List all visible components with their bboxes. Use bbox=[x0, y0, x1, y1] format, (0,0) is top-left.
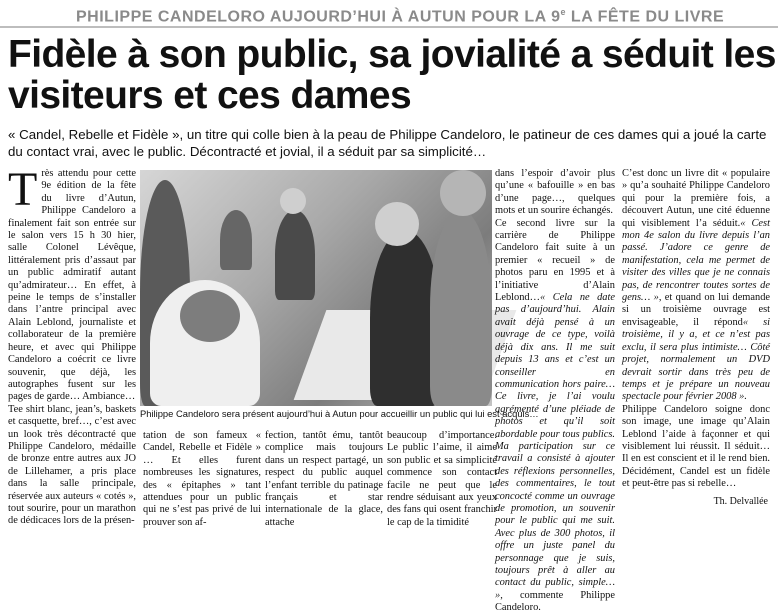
col6-text-1: C’est donc un livre dit « populaire » qu’a souhaité Philippe Candeloro qui pour la première fois, a découvert Autun, une cité éduenne qui visiblement l’a séduit. bbox=[622, 168, 770, 229]
paragraph bbox=[8, 163, 136, 404]
col1-text-1: rès attendu pour cette 9e édition de la fête du livre d’Autun, Philippe Candeloro a finalement fait son entrée sur le salon vers 15 h 30 hier, salle Colonel Lévêque, littéralement pris d’assaut par un public admiratif autant qu’admirateur… En effet, à peine le temps de s’installer dans l’antre principal avec Alain Leblond, journaliste et collaborateur de la première heure, et avec qui Philippe Candeloro a coécrit ce livre souvenir, que déjà, les autographes fusent sur les pages de garde… Ambiance… bbox=[8, 168, 136, 403]
kicker-text-b: LA FÊTE DU LIVRE bbox=[565, 8, 725, 26]
col5-quote: « Cela ne date pas d’aujourd’hui. Alain avait déjà pensé à un ouvrage de ce type, voilà déjà dix ans. Il me suit depuis 13 ans et c’est un conseiller en communication hors paire… Ce livre, je l’ai voulu agrémenté d’une pléiade de photos et qu’il soit abordable pour tous publics. Ma participation sur ce travail a consisté à ajouter des réflexions personnelles, des commentaires, le tout concocté comme un ouvrage de promotion, un souvenir pour le public qui me suit. Avec plus de 300 photos, il offre un juste panel du personnage que je suis, toujours prêt à aller au contact du public, simple… » bbox=[495, 292, 615, 601]
kicker-bar bbox=[0, 2, 778, 28]
kicker-text-a: PHILIPPE CANDELORO AUJOURD’HUI À AUTUN POUR LA 9 bbox=[76, 8, 561, 26]
article-column-5 bbox=[495, 168, 615, 614]
paragraph bbox=[495, 218, 615, 615]
col6-quote-1: « Cest mon 4e salon du livre depuis l’an passé. J’adore ce genre de manifestation, cela me permet de visiter des villes que je ne connais pas, de rencontrer toutes sortes de gens… » bbox=[622, 217, 770, 304]
byline: Th. Delvallée bbox=[713, 496, 768, 507]
photo-caption: Philippe Candeloro sera présent aujourd’hui à Autun pour accueillir un public qui lui est acquis… bbox=[140, 408, 539, 419]
article-column-1 bbox=[8, 163, 136, 527]
kicker-sup: e bbox=[560, 7, 566, 17]
col5-text-1: dans l’espoir d’avoir plus qu’une « bafouille » en bas d’une page…, quelques mots et un sourire échangés. bbox=[495, 168, 615, 217]
headline: Fidèle à son public, sa jovialité a séduit les visiteurs et ces dames bbox=[8, 33, 776, 117]
col5-text-2: Ce second livre sur la carrière de Philippe Candeloro fait suite à un premier « recueil » de photos paru en 1995 et à l’initiative d’Alain Leblond… bbox=[495, 217, 615, 304]
kicker-text bbox=[76, 7, 724, 26]
col2-text: tation de son fameux « Candel, Rebelle et Fidèle » … Et elles furent nombreuses les signatures, des « épitaphes » tant attendues pour un public qui ne s’est pas privé de lui prouver son af- bbox=[143, 430, 261, 528]
col4-text: beaucoup d’importance. Le public l’aime, il aime son public et sa simplicité commence son contact facile ne peut que le rendre séduisant aux yeux des fans qui osent franchir le cap de la timidité bbox=[387, 430, 497, 528]
paragraph bbox=[622, 168, 770, 404]
drop-cap: T bbox=[8, 163, 38, 216]
photo-candeloro-signing bbox=[140, 170, 492, 406]
lead-paragraph: « Candel, Rebelle et Fidèle », un titre qui colle bien à la peau de Philippe Candeloro, le patineur de ces dames qui a joué la carte du contact vrai, avec le public. Décontracté et jovial, il a séduit par sa simplicité… bbox=[8, 127, 767, 159]
col6-text-2: , et quand on lui demande si un troisième ouvrage est envisageable, il répond bbox=[622, 292, 770, 328]
article-column-4 bbox=[387, 430, 497, 528]
col1-text-2: Tee shirt blanc, jean’s, baskets et casquette, bref…, c’est avec un look très décontracté que Philippe Candeloro, médaille de bronze entre autres aux JO de Lillehamer, a pris place dans la salle principale, réservée aux auteurs « cotés », tout sourire, pour un marathon de dédicaces lors de la présen- bbox=[8, 403, 136, 527]
article-column-2 bbox=[143, 430, 261, 528]
article-column-6 bbox=[622, 168, 770, 513]
col3-text: fection, tantôt ému, tantôt complice mais toujours dans un respect partagé, un respect du public auquel l’enfant terrible du patinage français et star internationale de la glace, attache bbox=[265, 430, 383, 528]
col5-text-end: , commente Philippe Candeloro. bbox=[495, 589, 615, 614]
col6-text-3: Philippe Candeloro soigne donc son image, une image qu’Alain Leblond l’aide à façonner et qui visiblement lui réussit. Il séduit… Il en est conscient et il le rend bien. Décidément, Candel est un fidèle et peut-être pas si rebelle… bbox=[622, 403, 770, 490]
col6-quote-2: « si troisième, il y a, et ce n’est pas exclu, il sera plus intimiste… Côté projet, normalement un DVD devrait sortir dans très peu de temps et je prépare un nouveau spectacle pour février 2008 ». bbox=[622, 316, 770, 403]
article-column-3 bbox=[265, 430, 383, 528]
